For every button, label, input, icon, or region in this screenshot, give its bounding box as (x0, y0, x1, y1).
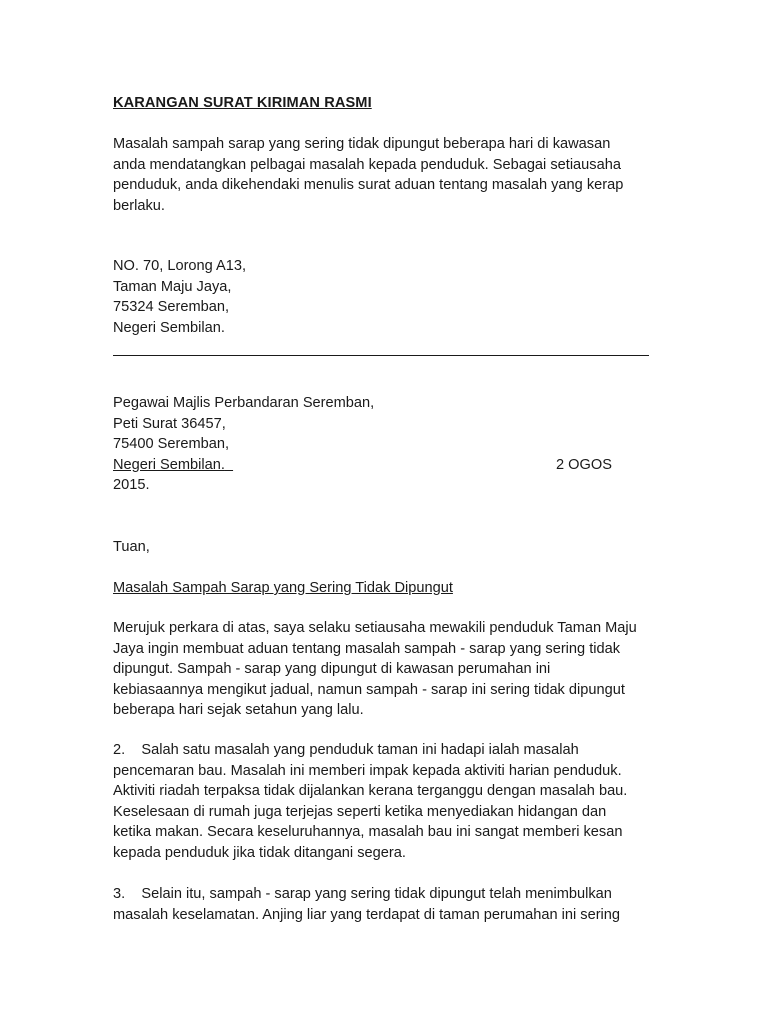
recipient-address-line: Pegawai Majlis Perbandaran Seremban, (113, 395, 375, 411)
paragraph-line: Keselesaan di rumah juga terjejas seperti ketika menyediakan hidangan dan (113, 803, 607, 820)
salutation: Tuan, (113, 539, 150, 555)
paragraph-1 (113, 618, 673, 721)
question-line: Masalah sampah sarap yang sering tidak dipungut beberapa hari di kawasan (113, 136, 611, 152)
sender-address-line: Taman Maju Jaya, (113, 278, 232, 295)
question-line: berlaku. (113, 197, 165, 214)
sender-address-line: Negeri Sembilan. (113, 319, 225, 336)
sender-address-line: NO. 70, Lorong A13, (113, 258, 247, 274)
paragraph-3 (113, 884, 673, 925)
paragraph-line: ketika makan. Secara keseluruhannya, masalah bau ini sangat memberi kesan (113, 824, 623, 841)
paragraph-line: pencemaran bau. Masalah ini memberi impak kepada aktiviti harian penduduk. (113, 762, 622, 779)
paragraph-line: dipungut. Sampah - sarap yang dipungut di kawasan perumahan ini (113, 661, 551, 678)
letter-subject: Masalah Sampah Sarap yang Sering Tidak Dipungut (113, 580, 453, 596)
recipient-state-underlined: Negeri Sembilan. (113, 456, 225, 473)
question-paragraph (113, 134, 673, 216)
question-line: penduduk, anda dikehendaki menulis surat aduan tentang masalah yang kerap (113, 177, 624, 194)
recipient-address-line: 75400 Seremban, (113, 436, 230, 453)
paragraph-line: beberapa hari sejak setahun yang lalu. (113, 702, 364, 719)
paragraph-line: kebiasaannya mengikut jadual, namun sampah - sarap ini sering tidak dipungut (113, 681, 625, 698)
recipient-address (113, 393, 673, 496)
paragraph-line: Jaya ingin membuat aduan tentang masalah sampah - sarap yang sering tidak (113, 640, 621, 657)
paragraph-line: Aktiviti riadah terpaksa tidak dijalankan kerana terganggu dengan masalah bau. (113, 783, 628, 800)
paragraph-line: 3. Selain itu, sampah - sarap yang sering tidak dipungut telah menimbulkan (113, 886, 612, 902)
date-year: 2015. (113, 477, 150, 494)
sender-address (113, 256, 673, 338)
paragraph-line: Merujuk perkara di atas, saya selaku setiausaha mewakili penduduk Taman Maju (113, 620, 637, 636)
question-line: anda mendatangkan pelbagai masalah kepada penduduk. Sebagai setiausaha (113, 156, 621, 173)
recipient-address-line: Peti Surat 36457, (113, 415, 226, 432)
paragraph-line: masalah keselamatan. Anjing liar yang terdapat di taman perumahan ini sering (113, 906, 621, 923)
paragraph-2 (113, 740, 673, 864)
sender-address-line: 75324 Seremban, (113, 299, 230, 316)
separator-line (113, 355, 649, 356)
document-title: KARANGAN SURAT KIRIMAN RASMI (113, 95, 372, 111)
letter-date: 2 OGOS (556, 457, 612, 473)
paragraph-line: 2. Salah satu masalah yang penduduk taman ini hadapi ialah masalah (113, 742, 579, 758)
paragraph-line: kepada penduduk jika tidak ditangani segera. (113, 844, 406, 861)
